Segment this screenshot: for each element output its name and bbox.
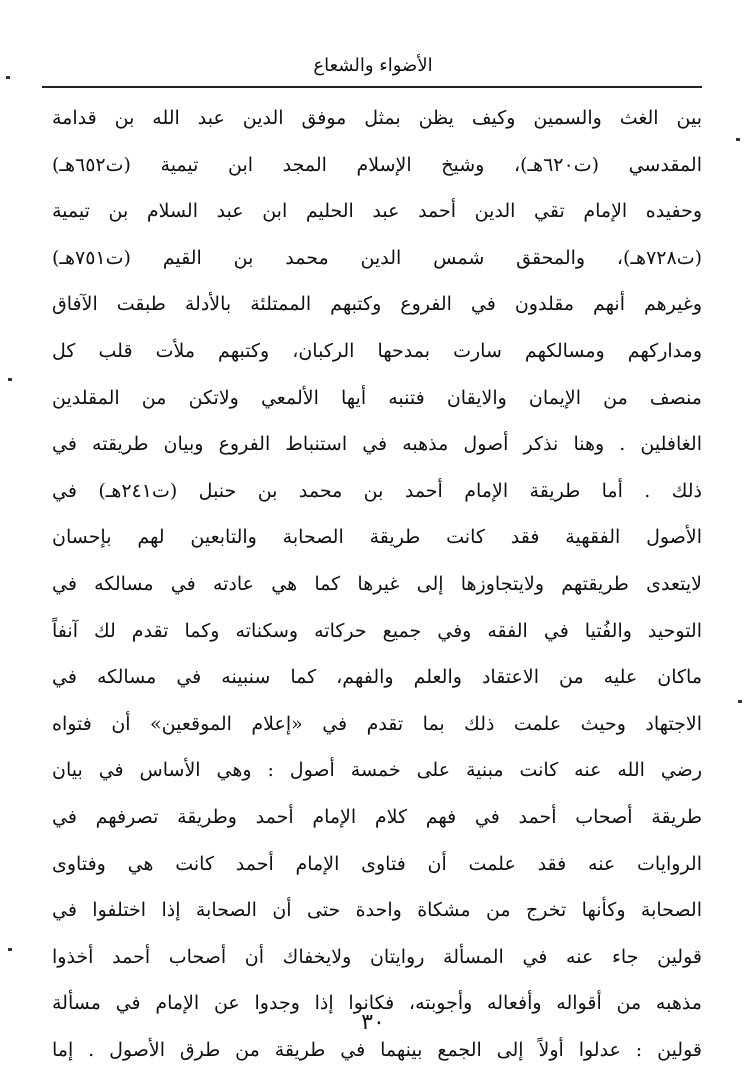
text-line: وحفيده الإمام تقي الدين أحمد عبد الحليم ابن عبد السلام بن تيمية [52,200,702,223]
text-line: قولين : عدلوا أولاً إلى الجمع بينهما في طريقة من طرق الأصول . إما [52,1038,702,1061]
text-line: بين الغث والسمين وكيف يظن بمثل موفق الدين عبد الله بن قدامة [52,107,702,129]
text-line: مذهبه من أقواله وأفعاله وأجوبته، فكانوا إذا وجدوا عن الإمام في مسألة [52,992,702,1015]
text-line: رضي الله عنه كانت مبنية على خمسة أصول : وهي الأساس في بيان [52,759,702,782]
text-line: قولين جاء عنه في المسألة روايتان ولايخفاك أن أصحاب أحمد أخذوا [52,945,702,968]
text-line: (ت٧٢٨هـ)، والمحقق شمس الدين محمد بن القيم (ت٧٥١هـ) [52,246,702,269]
text-line: ذلك . أما طريقة الإمام أحمد بن محمد بن حنبل (ت٢٤١هـ) في [52,479,702,502]
text-line: لايتعدى طريقتهم ولايتجاوزها إلى غيرها كما هي عادته في مسالكه في [52,572,702,595]
running-header-title: الأضواء والشعاع [313,55,433,76]
scan-mark [736,138,740,141]
text-line: الأصول الفقهية فقد كانت طريقة الصحابة والتابعين لهم بإحسان [52,526,702,549]
text-line: المقدسي (ت٦٢٠هـ)، وشيخ الإسلام المجد ابن تيمية (ت٦٥٢هـ) [52,153,702,176]
text-line: التوحيد والفُتيا في الفقه وفي جميع حركاته وسكناته وكما تقدم لك آنفاً [52,619,702,642]
scan-mark [738,700,742,703]
text-line: ماكان عليه من الاعتقاد والعلم والفهم، كما سنبينه في مسالكه في [52,666,702,689]
text-line: الاجتهاد وحيث علمت ذلك بما تقدم في «إعلام الموقعين» أن فتواه [52,712,702,735]
text-line: وغيرهم أنهم مقلدون في الفروع وكتبهم الممتلئة بالأدلة طبقت الآفاق [52,293,702,316]
text-line: ومداركهم ومسالكهم سارت بمدحها الركبان، وكتبهم ملأت قلب كل [52,339,702,362]
text-line: منصف من الإيمان والايقان فتنبه أيها الألمعي ولاتكن من المقلدين [52,386,702,409]
scan-mark [8,948,12,951]
text-line: الروايات عنه فقد علمت أن فتاوى الإمام أحمد كانت هي وفتاوى [52,852,702,875]
text-line: طريقة أصحاب أحمد في فهم كلام الإمام أحمد وطريقة تصرفهم في [52,805,702,828]
text-line: الغافلين . وهنا نذكر أصول مذهبه في استنباط الفروع وبيان طريقته في [52,433,702,456]
scan-mark [6,76,10,79]
header-divider [42,86,702,88]
body-text [52,95,702,1073]
text-line: الصحابة وكأنها تخرج من مشكاة واحدة حتى أن الصحابة إذا اختلفوا في [52,899,702,922]
scan-mark [8,378,12,381]
page-number: ٣٠ [361,1010,385,1035]
